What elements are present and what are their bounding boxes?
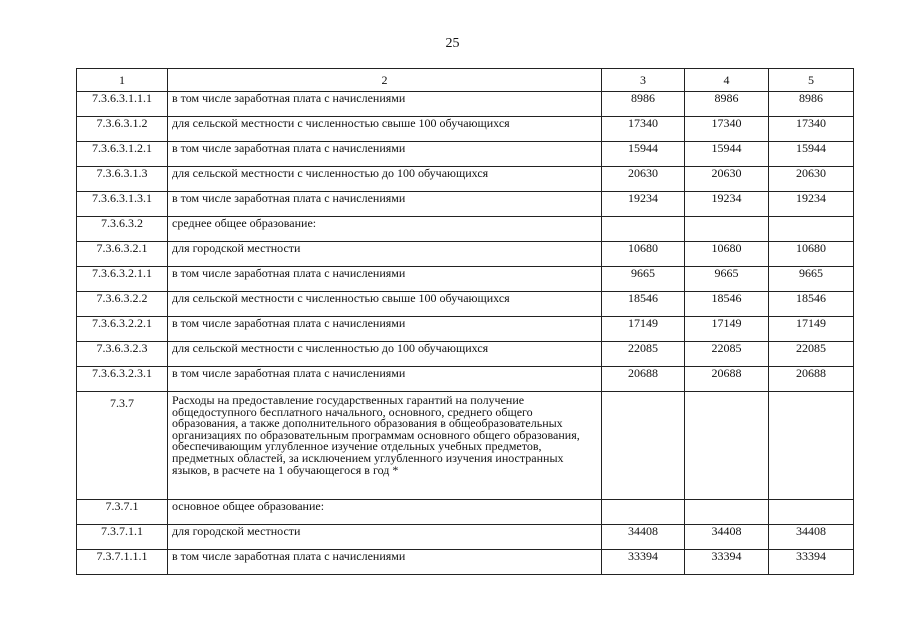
row-value-col5: 17340 xyxy=(769,117,854,142)
row-value-col3: 17340 xyxy=(602,117,685,142)
row-value-col4 xyxy=(685,500,769,525)
row-description: основное общее образование: xyxy=(168,500,602,525)
row-code: 7.3.6.3.1.3 xyxy=(77,167,168,192)
row-description: для сельской местности с численностью свыше 100 обучающихся xyxy=(168,117,602,142)
row-value-col3: 19234 xyxy=(602,192,685,217)
table-row xyxy=(77,317,854,342)
row-value-col4: 34408 xyxy=(685,525,769,550)
row-value-col5: 15944 xyxy=(769,142,854,167)
row-value-col3: 17149 xyxy=(602,317,685,342)
row-description: в том числе заработная плата с начислениями xyxy=(168,267,602,292)
row-description: для сельской местности с численностью до 100 обучающихся xyxy=(168,167,602,192)
row-value-col5: 22085 xyxy=(769,342,854,367)
row-value-col5: 10680 xyxy=(769,242,854,267)
row-code: 7.3.7.1.1.1 xyxy=(77,550,168,575)
header-cell-2: 2 xyxy=(168,69,602,92)
table-row xyxy=(77,267,854,292)
row-value-col5: 33394 xyxy=(769,550,854,575)
row-value-col4: 19234 xyxy=(685,192,769,217)
row-value-col3: 33394 xyxy=(602,550,685,575)
row-value-col3 xyxy=(602,392,685,500)
row-description: Расходы на предоставление государственных гарантий на получение общедоступного бесплатного начального, основного, среднего общего образования, а также дополнительного образования в общеобразовательных организациях по образовательным программам основного общего образования, обеспечивающим углубленное изучение отдельных учебных предметов, предметных областей, за исключением углубленного изучения иностранных языков, в расчете на 1 обучающегося в год * xyxy=(168,392,602,500)
table-row xyxy=(77,167,854,192)
row-value-col4 xyxy=(685,217,769,242)
header-cell-1: 1 xyxy=(77,69,168,92)
row-value-col4: 15944 xyxy=(685,142,769,167)
row-value-col3: 20630 xyxy=(602,167,685,192)
row-value-col4: 8986 xyxy=(685,92,769,117)
row-value-col3: 10680 xyxy=(602,242,685,267)
table-row xyxy=(77,142,854,167)
row-value-col5: 18546 xyxy=(769,292,854,317)
row-value-col3: 20688 xyxy=(602,367,685,392)
row-value-col5: 20630 xyxy=(769,167,854,192)
row-description: в том числе заработная плата с начислениями xyxy=(168,367,602,392)
row-value-col5: 34408 xyxy=(769,525,854,550)
table-row xyxy=(77,292,854,317)
row-value-col4 xyxy=(685,392,769,500)
row-description: для городской местности xyxy=(168,525,602,550)
row-code: 7.3.7.1.1 xyxy=(77,525,168,550)
row-description: в том числе заработная плата с начислениями xyxy=(168,142,602,167)
row-value-col4: 33394 xyxy=(685,550,769,575)
table-row xyxy=(77,550,854,575)
page-number: 25 xyxy=(445,36,460,51)
row-description: среднее общее образование: xyxy=(168,217,602,242)
row-value-col5 xyxy=(769,217,854,242)
row-code: 7.3.7 xyxy=(77,392,168,500)
row-value-col3: 34408 xyxy=(602,525,685,550)
header-cell-4: 4 xyxy=(685,69,769,92)
row-code: 7.3.6.3.1.1.1 xyxy=(77,92,168,117)
header-cell-3: 3 xyxy=(602,69,685,92)
row-value-col4: 22085 xyxy=(685,342,769,367)
row-value-col4: 18546 xyxy=(685,292,769,317)
row-value-col3: 8986 xyxy=(602,92,685,117)
header-cell-5: 5 xyxy=(769,69,854,92)
row-value-col5: 19234 xyxy=(769,192,854,217)
row-value-col4: 9665 xyxy=(685,267,769,292)
row-value-col4: 20688 xyxy=(685,367,769,392)
table-row xyxy=(77,525,854,550)
row-code: 7.3.6.3.1.2.1 xyxy=(77,142,168,167)
row-code: 7.3.6.3.2 xyxy=(77,217,168,242)
row-value-col3 xyxy=(602,500,685,525)
row-description: в том числе заработная плата с начислениями xyxy=(168,192,602,217)
row-description: в том числе заработная плата с начислениями xyxy=(168,550,602,575)
row-description: для сельской местности с численностью до 100 обучающихся xyxy=(168,342,602,367)
row-value-col3 xyxy=(602,217,685,242)
row-description: для сельской местности с численностью свыше 100 обучающихся xyxy=(168,292,602,317)
row-description: в том числе заработная плата с начислениями xyxy=(168,317,602,342)
row-value-col3: 18546 xyxy=(602,292,685,317)
table-row xyxy=(77,217,854,242)
table-row xyxy=(77,500,854,525)
row-value-col3: 15944 xyxy=(602,142,685,167)
table-header-row xyxy=(77,69,854,92)
table-row xyxy=(77,367,854,392)
row-value-col5: 8986 xyxy=(769,92,854,117)
row-value-col5 xyxy=(769,392,854,500)
row-code: 7.3.7.1 xyxy=(77,500,168,525)
table-row xyxy=(77,192,854,217)
row-code: 7.3.6.3.2.3.1 xyxy=(77,367,168,392)
row-code: 7.3.6.3.2.2 xyxy=(77,292,168,317)
budget-table xyxy=(76,68,854,575)
row-code: 7.3.6.3.2.1.1 xyxy=(77,267,168,292)
row-description: для городской местности xyxy=(168,242,602,267)
row-code: 7.3.6.3.2.1 xyxy=(77,242,168,267)
row-description: в том числе заработная плата с начислениями xyxy=(168,92,602,117)
row-value-col4: 10680 xyxy=(685,242,769,267)
table-row xyxy=(77,392,854,500)
row-code: 7.3.6.3.2.3 xyxy=(77,342,168,367)
row-code: 7.3.6.3.1.2 xyxy=(77,117,168,142)
row-value-col4: 17149 xyxy=(685,317,769,342)
row-value-col5: 9665 xyxy=(769,267,854,292)
row-value-col4: 17340 xyxy=(685,117,769,142)
row-value-col4: 20630 xyxy=(685,167,769,192)
table-row xyxy=(77,92,854,117)
row-value-col5: 17149 xyxy=(769,317,854,342)
row-value-col5 xyxy=(769,500,854,525)
table-row xyxy=(77,342,854,367)
table-row xyxy=(77,242,854,267)
row-code: 7.3.6.3.2.2.1 xyxy=(77,317,168,342)
row-value-col3: 9665 xyxy=(602,267,685,292)
row-value-col3: 22085 xyxy=(602,342,685,367)
row-value-col5: 20688 xyxy=(769,367,854,392)
row-code: 7.3.6.3.1.3.1 xyxy=(77,192,168,217)
table-row xyxy=(77,117,854,142)
